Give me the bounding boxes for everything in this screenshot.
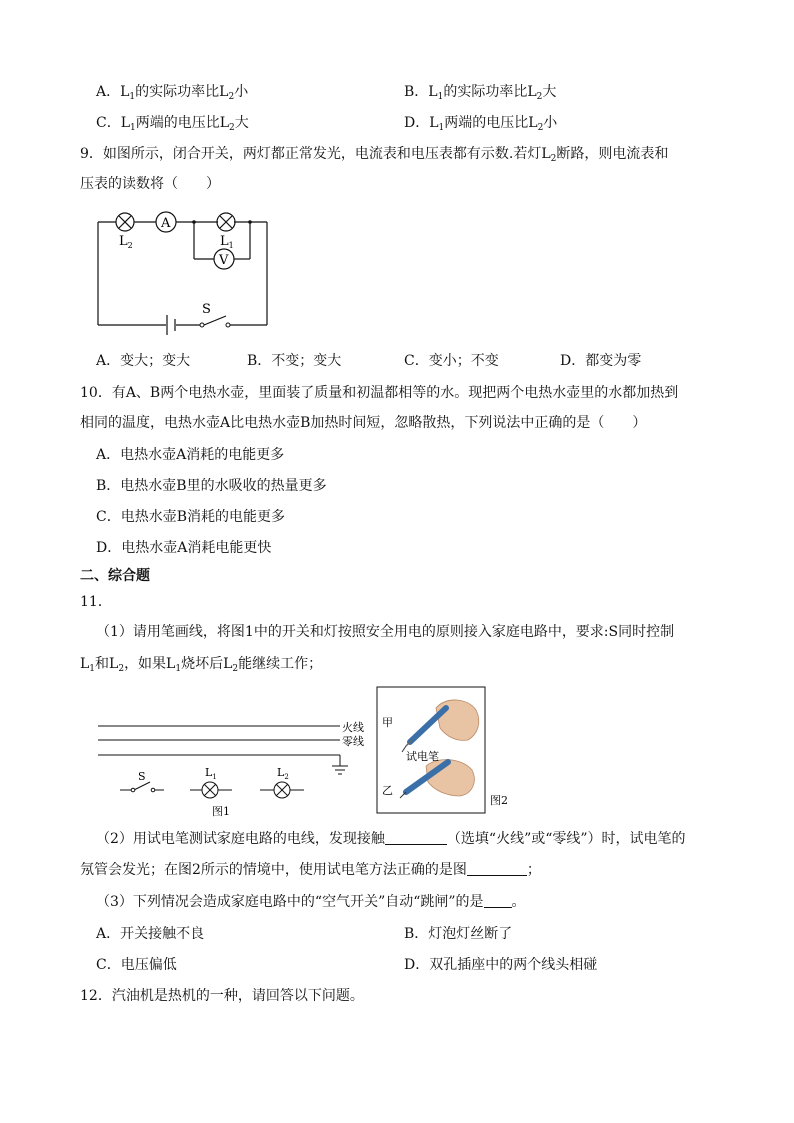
fig1-switch-label: S <box>138 770 146 783</box>
q10-stem-line2: 相同的温度，电热水壶A比电热水壶B加热时间短，忽略散热，下列说法中正确的是（ ） <box>80 415 647 431</box>
figure2-test-pen <box>376 686 512 814</box>
q11-option-c: C．电压偏低 <box>96 957 177 973</box>
section-heading: 二、综合题 <box>80 568 150 584</box>
q10-option-c: C．电热水壶B消耗的电能更多 <box>96 509 285 525</box>
q8-option-a: A．$L_1$的实际功率比$L_2$小 <box>96 84 249 102</box>
q11-part2-line1: （2）用试电笔测试家庭电路的电线，发现接触 （选填“火线”或“零线”）时，试电笔的 <box>96 831 686 847</box>
figure2-caption: 图2 <box>490 794 508 807</box>
q8-option-c: C．$L_1$两端的电压比$L_2$大 <box>96 115 249 133</box>
q9-option-c: C．变小；不变 <box>404 353 499 369</box>
q9-option-b: B．不变；变大 <box>247 353 342 369</box>
q9-option-d: D．都变为零 <box>560 353 642 369</box>
neutral-wire-label: 零线 <box>342 735 364 748</box>
q11-option-a: A．开关接触不良 <box>96 926 205 942</box>
answer-blank-2[interactable] <box>467 861 527 876</box>
yi-label: 乙 <box>382 784 393 797</box>
lamp1-label: $L_1$ <box>220 234 234 250</box>
figure1-caption: 图1 <box>212 805 230 818</box>
q9-option-a: A．变大；变大 <box>96 353 191 369</box>
q8-option-b: B．$L_1$的实际功率比$L_2$大 <box>404 84 557 102</box>
q9-circuit-diagram <box>90 205 280 335</box>
pen-label: 试电笔 <box>406 750 439 763</box>
q9-stem-line2: 压表的读数将（ ） <box>80 176 220 192</box>
q11-part3: （3）下列情况会造成家庭电路中的“空气开关”自动“跳闸”的是 。 <box>96 894 526 910</box>
q10-option-a: A．电热水壶A消耗的电能更多 <box>96 447 285 463</box>
q11-number: 11． <box>80 594 112 610</box>
q9-stem-line1: 9．如图所示，闭合开关，两灯都正常发光，电流表和电压表都有示数.若灯$L_2$断路，则电流表和 <box>80 146 669 164</box>
answer-blank-1[interactable] <box>385 830 447 845</box>
voltmeter-label: V <box>219 253 229 268</box>
figure1-household-circuit <box>92 712 382 820</box>
lamp2-label: $L_2$ <box>119 234 133 250</box>
q10-option-b: B．电热水壶B里的水吸收的热量更多 <box>96 478 327 494</box>
switch-label: S <box>202 302 211 317</box>
q11-part1-line1: （1）请用笔画线，将图1中的开关和灯按照安全用电的原则接入家庭电路中，要求:S同时控制 <box>96 624 675 640</box>
q10-option-d: D．电热水壶A消耗电能更快 <box>96 540 272 556</box>
answer-blank-3[interactable] <box>484 893 512 908</box>
q11-part2-line2: 氖管会发光；在图2所示的情境中，使用试电笔方法正确的是图 ； <box>80 862 541 878</box>
fig1-lamp2-label: $L_2$ <box>277 766 289 781</box>
q11-part1-line2: $L_1$和$L_2$，如果$L_1$烧坏后$L_2$能继续工作； <box>80 656 323 674</box>
q12-stem: 12．汽油机是热机的一种，请回答以下问题。 <box>80 988 364 1004</box>
ammeter-label: A <box>161 216 171 231</box>
q10-stem-line1: 10．有A、B两个电热水壶，里面装了质量和初温都相等的水。现把两个电热水壶里的水都加热到 <box>80 385 679 401</box>
fig1-lamp1-label: $L_1$ <box>205 766 217 781</box>
live-wire-label: 火线 <box>342 721 364 734</box>
q11-option-d: D．双孔插座中的两个线头相碰 <box>404 957 598 973</box>
jia-label: 甲 <box>382 716 393 729</box>
q11-option-b: B．灯泡灯丝断了 <box>404 926 513 942</box>
q8-option-d: D．$L_1$两端的电压比$L_2$小 <box>404 115 558 133</box>
